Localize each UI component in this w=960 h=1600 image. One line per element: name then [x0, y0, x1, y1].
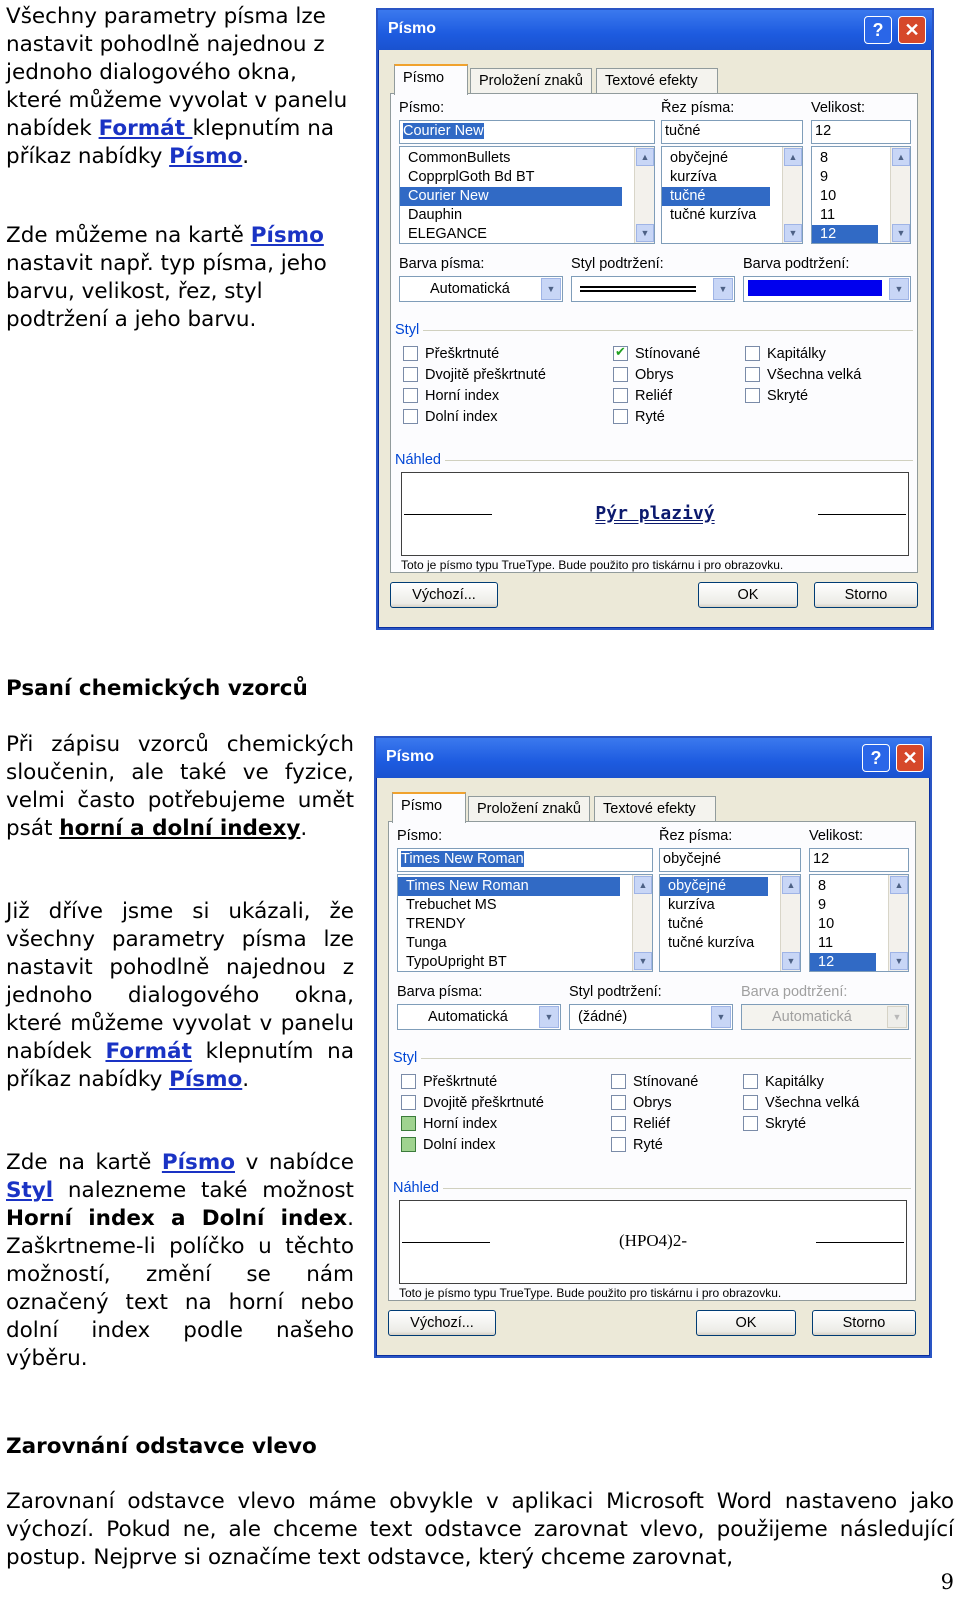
font-color-select[interactable]: Automatická ▼ [399, 276, 563, 302]
effect-checkbox-a-1[interactable]: Dvojitě přeškrtnuté [403, 367, 546, 385]
checkbox[interactable] [403, 388, 418, 403]
chevron-down-icon: ▼ [887, 1006, 907, 1028]
scroll-down-icon[interactable]: ▼ [890, 952, 908, 970]
list-item[interactable]: Courier New [400, 187, 622, 206]
scroll-down-icon[interactable]: ▼ [782, 952, 800, 970]
effect-checkbox-b-1[interactable]: Obrys [611, 1095, 672, 1113]
dialog-titlebar[interactable] [376, 738, 930, 778]
checkbox[interactable] [611, 1116, 626, 1131]
effect-checkbox-a-2[interactable]: Horní index [403, 388, 499, 406]
checkbox[interactable] [403, 367, 418, 382]
close-icon[interactable]: ✕ [898, 16, 926, 44]
ok-button[interactable]: OK [698, 582, 798, 608]
underline-style-select[interactable] [571, 276, 735, 302]
list-item[interactable]: Trebuchet MS [406, 897, 497, 913]
effect-checkbox-b-2[interactable]: Reliéf [613, 388, 672, 406]
tab-panel-font [390, 93, 918, 573]
effect-checkbox-c-0[interactable]: Kapitálky [743, 1074, 824, 1092]
underline-style-label: Styl podtržení: [569, 984, 662, 1000]
scroll-down-icon[interactable]: ▼ [636, 224, 654, 242]
checkbox[interactable] [611, 1137, 626, 1152]
effect-checkbox-b-2[interactable]: Reliéf [611, 1116, 670, 1134]
list-item[interactable]: 10 [820, 188, 837, 204]
link-pismo-tab[interactable]: Písmo [250, 223, 324, 248]
effect-checkbox-c-1[interactable]: Všechna velká [743, 1095, 859, 1113]
intro-paragraph-1: Všechny parametry písma lze nastavit pohodlně najednou z jednoho dialogového okna, které můžeme vyvolat v panelu nabídek Formát klepnutím na příkaz nabídky Písmo. [6, 4, 348, 169]
effect-checkbox-b-0[interactable]: ✔ Stínované [613, 346, 700, 364]
chevron-down-icon[interactable]: ▼ [541, 278, 561, 300]
tab-effects[interactable]: Textové efekty [596, 68, 718, 94]
list-item[interactable]: Dauphin [408, 207, 463, 223]
size-label: Velikost: [809, 828, 863, 844]
list-item[interactable]: TypoUpright BT [406, 954, 507, 970]
underline-style-select[interactable]: (žádné) ▼ [569, 1004, 733, 1030]
scroll-up-icon[interactable]: ▲ [892, 148, 910, 166]
effect-checkbox-c-2[interactable]: Skryté [743, 1116, 806, 1134]
default-button[interactable]: Výchozí... [390, 582, 498, 608]
tab-effects[interactable]: Textové efekty [594, 796, 716, 822]
effect-checkbox-a-1[interactable]: Dvojitě přeškrtnuté [401, 1095, 544, 1113]
effect-checkbox-c-0[interactable]: Kapitálky [745, 346, 826, 364]
list-item[interactable]: 8 [818, 878, 827, 894]
scroll-down-icon[interactable]: ▼ [784, 224, 802, 242]
list-item[interactable]: tučné [662, 187, 770, 206]
list-item[interactable]: CommonBullets [408, 150, 511, 166]
link-format[interactable]: Formát [98, 116, 193, 141]
list-item[interactable]: 12 [812, 225, 878, 244]
preview-box [401, 472, 909, 556]
list-item[interactable]: 11 [818, 935, 834, 951]
checkbox[interactable] [743, 1074, 758, 1089]
chevron-down-icon[interactable]: ▼ [713, 278, 733, 300]
checkbox[interactable] [745, 367, 760, 382]
preview-text: (HPO4)2- [619, 1231, 687, 1250]
tab-font[interactable]: Písmo [394, 64, 468, 95]
dialog-title: Písmo [386, 748, 435, 765]
font-list[interactable] [397, 874, 653, 972]
checkbox[interactable] [745, 388, 760, 403]
checkbox[interactable] [613, 346, 628, 361]
double-line-swatch [580, 286, 696, 292]
preview-group [395, 452, 913, 468]
checkbox[interactable] [401, 1074, 416, 1089]
heading-align-left: Zarovnání odstavce vlevo [6, 1434, 317, 1459]
font-input[interactable]: Times New Roman [397, 848, 653, 872]
scroll-up-icon[interactable]: ▲ [636, 148, 654, 166]
checkbox[interactable] [613, 409, 628, 424]
close-icon[interactable]: ✕ [896, 744, 924, 772]
link-pismo-2[interactable]: Písmo [169, 1067, 243, 1092]
list-item[interactable]: TRENDY [406, 916, 466, 932]
underline-color-select[interactable] [743, 276, 911, 302]
link-format-2[interactable]: Formát [105, 1039, 192, 1064]
effect-checkbox-a-3[interactable]: Dolní index [401, 1137, 496, 1155]
scroll-up-icon[interactable]: ▲ [782, 876, 800, 894]
scrollbar[interactable] [632, 875, 652, 971]
scrollbar[interactable] [634, 147, 654, 243]
ok-button[interactable]: OK [696, 1310, 796, 1336]
chevron-down-icon[interactable]: ▼ [711, 1006, 731, 1028]
list-item[interactable]: kurzíva [670, 169, 717, 185]
chem-paragraph-3: Zde na kartě Písmo v nabídce Styl nalezneme také možnost Horní index a Dolní index. Zaškrtneme-li políčko u těchto možností, změní se nám označený text na horní nebo dolní index podle našeho výběru. [6, 1150, 354, 1371]
tab-panel-font [388, 821, 916, 1301]
heading-chemical-formulas: Psaní chemických vzorců [6, 676, 308, 701]
list-item[interactable]: Tunga [406, 935, 447, 951]
style-label: Řez písma: [661, 100, 735, 116]
list-item[interactable]: tučné kurzíva [668, 935, 755, 951]
checkbox[interactable] [401, 1137, 416, 1152]
list-item[interactable]: Times New Roman [398, 877, 620, 896]
underline-color-label: Barva podtržení: [743, 256, 850, 272]
list-item[interactable]: 10 [818, 916, 835, 932]
font-dialog-1 [376, 8, 934, 630]
effect-checkbox-a-0[interactable]: Přeškrtnuté [403, 346, 499, 364]
chevron-down-icon[interactable]: ▼ [539, 1006, 559, 1028]
font-input[interactable]: Courier New [399, 120, 655, 144]
checkbox[interactable] [401, 1116, 416, 1131]
link-pismo[interactable]: Písmo [169, 144, 243, 169]
checkbox[interactable] [613, 367, 628, 382]
size-list[interactable] [809, 874, 909, 972]
list-item[interactable]: tučné [668, 916, 704, 932]
scroll-down-icon[interactable]: ▼ [634, 952, 652, 970]
dialog-titlebar[interactable] [378, 10, 932, 50]
checkbox[interactable] [743, 1116, 758, 1131]
checkbox[interactable] [745, 346, 760, 361]
effect-checkbox-a-2[interactable]: Horní index [401, 1116, 497, 1134]
cancel-button[interactable]: Storno [812, 1310, 916, 1336]
bold-index-options: Horní index a Dolní index [6, 1206, 348, 1231]
size-label: Velikost: [811, 100, 865, 116]
list-item[interactable]: tučné kurzíva [670, 207, 757, 223]
font-label: Písmo: [397, 828, 443, 844]
scroll-down-icon[interactable]: ▼ [892, 224, 910, 242]
checkbox[interactable] [403, 346, 418, 361]
scrollbar[interactable] [890, 147, 910, 243]
bold-indexes: horní a dolní indexy [59, 816, 301, 841]
checkbox[interactable] [613, 388, 628, 403]
list-item[interactable]: kurzíva [668, 897, 715, 913]
color-swatch [748, 280, 882, 296]
scrollbar[interactable] [782, 147, 802, 243]
dialog-title: Písmo [388, 20, 437, 37]
effect-checkbox-b-1[interactable]: Obrys [613, 367, 674, 385]
list-item[interactable]: 12 [810, 953, 876, 972]
list-item[interactable]: CopprplGoth Bd BT [408, 169, 535, 185]
page-number: 9 [940, 1570, 954, 1594]
chevron-down-icon[interactable]: ▼ [889, 278, 909, 300]
list-item[interactable]: 9 [818, 897, 827, 913]
list-item[interactable]: obyčejné [660, 877, 768, 896]
effect-checkbox-b-0[interactable]: Stínované [611, 1074, 698, 1092]
style-list[interactable] [659, 874, 801, 972]
tab-spacing[interactable]: Proložení znaků [470, 68, 592, 94]
chem-paragraph-1: Při zápisu vzorců chemických sloučenin, ale také ve fyzice, velmi často potřebujeme umět psát horní a dolní indexy. [6, 732, 354, 841]
underline-color-select: Automatická ▼ [741, 1004, 909, 1030]
tab-spacing[interactable]: Proložení znaků [468, 796, 590, 822]
checkbox[interactable] [401, 1095, 416, 1110]
style-group-label: Styl [395, 322, 423, 338]
preview-box [399, 1200, 907, 1284]
style-group [395, 322, 913, 338]
size-input[interactable]: 12 [811, 120, 911, 144]
font-info: Toto je písmo typu TrueType. Bude použito pro tiskárnu i pro obrazovku. [399, 1286, 782, 1300]
scroll-up-icon[interactable]: ▲ [890, 876, 908, 894]
scroll-up-icon[interactable]: ▲ [634, 876, 652, 894]
preview-label: Náhled [393, 1180, 443, 1196]
checkbox[interactable] [611, 1095, 626, 1110]
scrollbar[interactable] [780, 875, 800, 971]
style-input[interactable]: obyčejné [659, 848, 801, 872]
chem-paragraph-2: Již dříve jsme si ukázali, že všechny parametry písma lze nastavit pohodlně najednou z jednoho dialogového okna, které můžeme vyvolat v panelu nabídek Formát klepnutím na příkaz nabídky Písmo. [6, 899, 354, 1092]
link-styl[interactable]: Styl [6, 1178, 54, 1203]
preview-label: Náhled [395, 452, 445, 468]
font-color-label: Barva písma: [399, 256, 485, 272]
effect-checkbox-b-3[interactable]: Ryté [611, 1137, 663, 1155]
default-button[interactable]: Výchozí... [388, 1310, 496, 1336]
intro-paragraph-2: Zde můžeme na kartě Písmo nastavit např. typ písma, jeho barvu, velikost, řez, styl podtržení a jeho barvu. [6, 223, 327, 332]
list-item[interactable]: obyčejné [670, 150, 729, 166]
effect-checkbox-a-0[interactable]: Přeškrtnuté [401, 1074, 497, 1092]
help-icon[interactable]: ? [864, 16, 892, 44]
effect-checkbox-c-1[interactable]: Všechna velká [745, 367, 861, 385]
effect-checkbox-a-3[interactable]: Dolní index [403, 409, 498, 427]
list-item[interactable]: 11 [820, 207, 836, 223]
link-pismo-3[interactable]: Písmo [161, 1150, 235, 1175]
effect-checkbox-c-2[interactable]: Skryté [745, 388, 808, 406]
scroll-up-icon[interactable]: ▲ [784, 148, 802, 166]
underline-style-label: Styl podtržení: [571, 256, 664, 272]
style-list[interactable] [661, 146, 803, 244]
size-input[interactable]: 12 [809, 848, 909, 872]
preview-group [393, 1180, 911, 1196]
checkbox[interactable] [743, 1095, 758, 1110]
font-list[interactable] [399, 146, 655, 244]
size-list[interactable] [811, 146, 911, 244]
underline-color-label: Barva podtržení: [741, 984, 848, 1000]
list-item[interactable]: 8 [820, 150, 829, 166]
font-color-select[interactable]: Automatická ▼ [397, 1004, 561, 1030]
style-group [393, 1050, 911, 1066]
font-label: Písmo: [399, 100, 445, 116]
font-info: Toto je písmo typu TrueType. Bude použito pro tiskárnu i pro obrazovku. [401, 558, 784, 572]
style-input[interactable]: tučné [661, 120, 803, 144]
tab-font[interactable]: Písmo [392, 792, 466, 823]
align-paragraph: Zarovnaní odstavce vlevo máme obvykle v aplikaci Microsoft Word nastaveno jako výchozí. Pokud ne, ale chceme text odstavce zarovnat vlevo, použijeme následující postup. Nejprve si označíme text odstavce, který chceme zarovnat, [6, 1489, 954, 1570]
preview-text: Pýr plazivý [595, 503, 715, 524]
effect-checkbox-b-3[interactable]: Ryté [613, 409, 665, 427]
font-dialog-2 [374, 736, 932, 1358]
checkbox[interactable] [611, 1074, 626, 1089]
checkbox[interactable] [403, 409, 418, 424]
list-item[interactable]: 9 [820, 169, 829, 185]
font-color-label: Barva písma: [397, 984, 483, 1000]
help-icon[interactable]: ? [862, 744, 890, 772]
style-group-label: Styl [393, 1050, 421, 1066]
cancel-button[interactable]: Storno [814, 582, 918, 608]
scrollbar[interactable] [888, 875, 908, 971]
list-item[interactable]: ELEGANCE [408, 226, 487, 242]
style-label: Řez písma: [659, 828, 733, 844]
